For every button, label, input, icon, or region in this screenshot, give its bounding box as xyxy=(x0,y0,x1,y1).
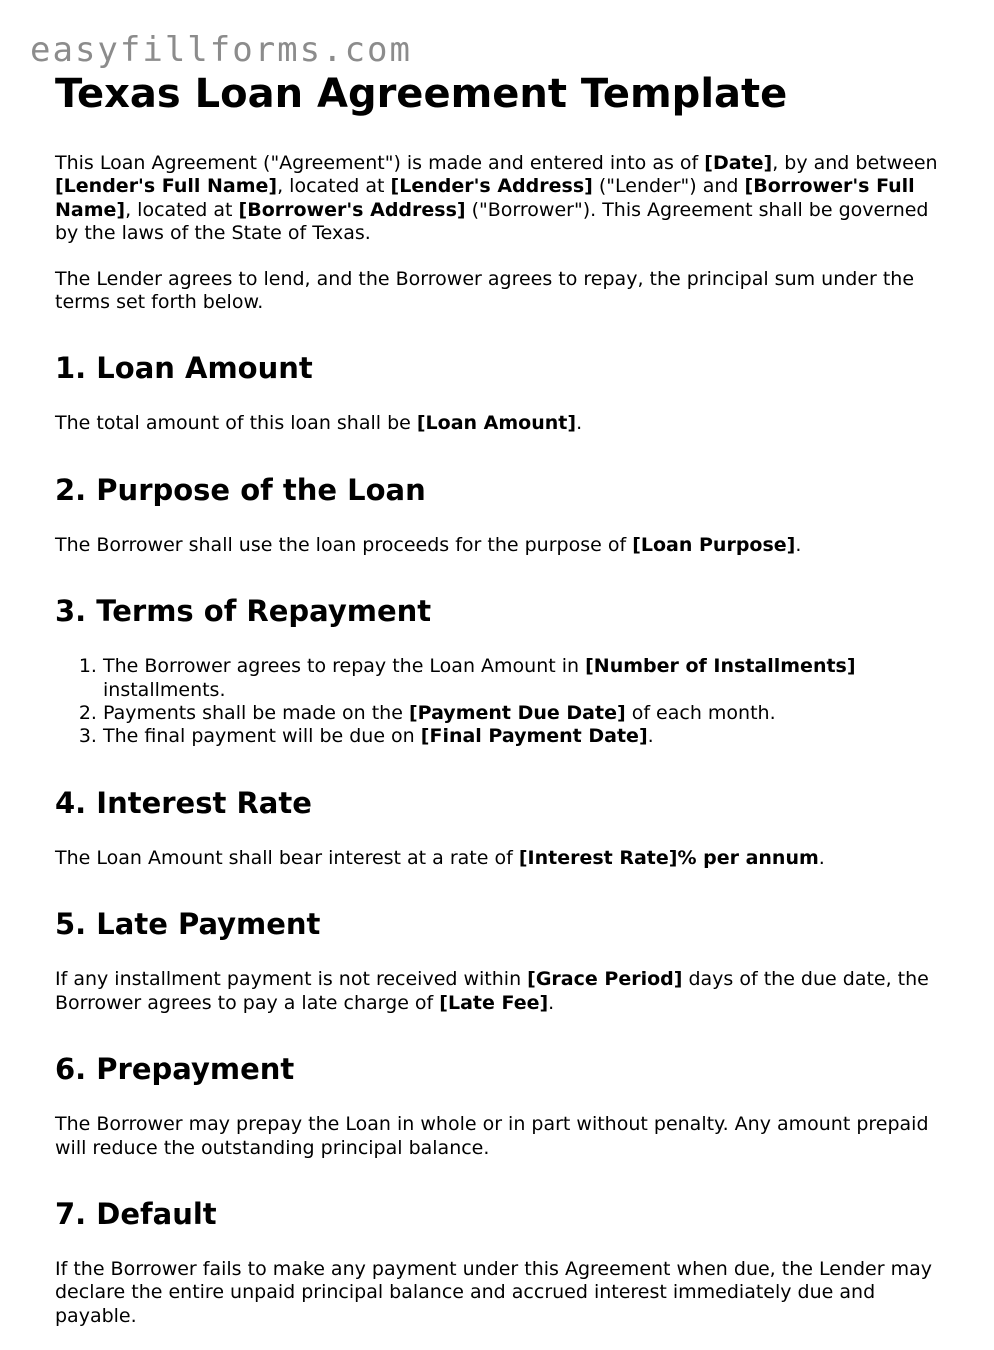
list-item xyxy=(103,725,945,748)
repayment-list xyxy=(55,655,945,749)
lender-name-placeholder: [Lender's Full Name] xyxy=(55,175,278,198)
list-item xyxy=(103,702,945,725)
body-text: The Borrower agrees to repay the Loan Amount in xyxy=(103,655,586,678)
intro-paragraph xyxy=(55,152,945,246)
late-payment-paragraph xyxy=(55,968,945,1015)
payment-due-date-placeholder: [Payment Due Date] xyxy=(408,702,626,725)
grace-period-placeholder: [Grace Period] xyxy=(527,968,683,991)
watermark-text: easyfillforms.com xyxy=(30,30,412,70)
body-text: . xyxy=(647,725,654,748)
section-heading-repayment: 3. Terms of Repayment xyxy=(55,594,432,629)
intro-text: , located at xyxy=(125,198,239,221)
intro-text: ("Borrower"). This Agreement shall be governed by the laws of the State of Texas. xyxy=(55,198,929,245)
section-heading-prepayment: 6. Prepayment xyxy=(55,1052,295,1087)
purpose-paragraph xyxy=(55,534,945,557)
intro-text: , located at xyxy=(277,175,391,198)
list-item xyxy=(103,655,945,702)
body-text: If any installment payment is not received within xyxy=(55,968,528,991)
body-text: The final payment will be due on xyxy=(103,725,421,748)
section-heading-loan-amount: 1. Loan Amount xyxy=(55,351,313,386)
intro-text: ("Lender") and xyxy=(592,175,745,198)
intro-text: This Loan Agreement ("Agreement") is made and entered into as of xyxy=(55,152,705,174)
loan-amount-placeholder: [Loan Amount] xyxy=(416,412,577,435)
document-body xyxy=(55,68,945,1350)
prepayment-paragraph: The Borrower may prepay the Loan in whole or in part without penalty. Any amount prepaid will reduce the outstanding principal balance. xyxy=(55,1113,929,1159)
loan-purpose-placeholder: [Loan Purpose] xyxy=(632,533,796,556)
section-heading-interest: 4. Interest Rate xyxy=(55,785,312,820)
final-payment-date-placeholder: [Final Payment Date] xyxy=(420,725,648,748)
body-text: installments. xyxy=(103,678,226,701)
body-text: . xyxy=(818,846,825,869)
body-text: . xyxy=(576,412,583,435)
late-fee-placeholder: [Late Fee] xyxy=(439,991,549,1014)
section-heading-late-payment: 5. Late Payment xyxy=(55,907,321,942)
section-heading-purpose: 2. Purpose of the Loan xyxy=(55,472,426,507)
body-text: Payments shall be made on the xyxy=(103,702,409,725)
lender-address-placeholder: [Lender's Address] xyxy=(390,175,593,198)
body-text: of each month. xyxy=(625,702,776,725)
loan-amount-paragraph xyxy=(55,412,945,435)
intro-paragraph-2: The Lender agrees to lend, and the Borrower agrees to repay, the principal sum under the terms set forth below. xyxy=(55,267,915,314)
page-title: Texas Loan Agreement Template xyxy=(55,71,788,117)
interest-rate-placeholder: [Interest Rate]% per annum xyxy=(518,846,819,869)
borrower-address-placeholder: [Borrower's Address] xyxy=(238,198,466,221)
installments-placeholder: [Number of Installments] xyxy=(585,655,856,678)
date-placeholder: [Date] xyxy=(704,152,773,174)
body-text: days of the due date, the Borrower agrees to pay a late charge of xyxy=(55,968,929,1014)
default-paragraph: If the Borrower fails to make any payment under this Agreement when due, the Lender may declare the entire unpaid principal balance and accrued interest immediately due and payable. xyxy=(55,1257,932,1327)
body-text: . xyxy=(548,991,555,1014)
intro-text: , by and between xyxy=(772,152,938,174)
body-text: The Borrower shall use the loan proceeds for the purpose of xyxy=(55,533,633,556)
body-text: The Loan Amount shall bear interest at a rate of xyxy=(55,846,519,869)
body-text: The total amount of this loan shall be xyxy=(55,412,417,435)
borrower-name-placeholder: [Borrower's Full Name] xyxy=(55,175,915,221)
body-text: . xyxy=(795,533,802,556)
interest-paragraph xyxy=(55,847,945,870)
section-heading-default: 7. Default xyxy=(55,1196,217,1231)
